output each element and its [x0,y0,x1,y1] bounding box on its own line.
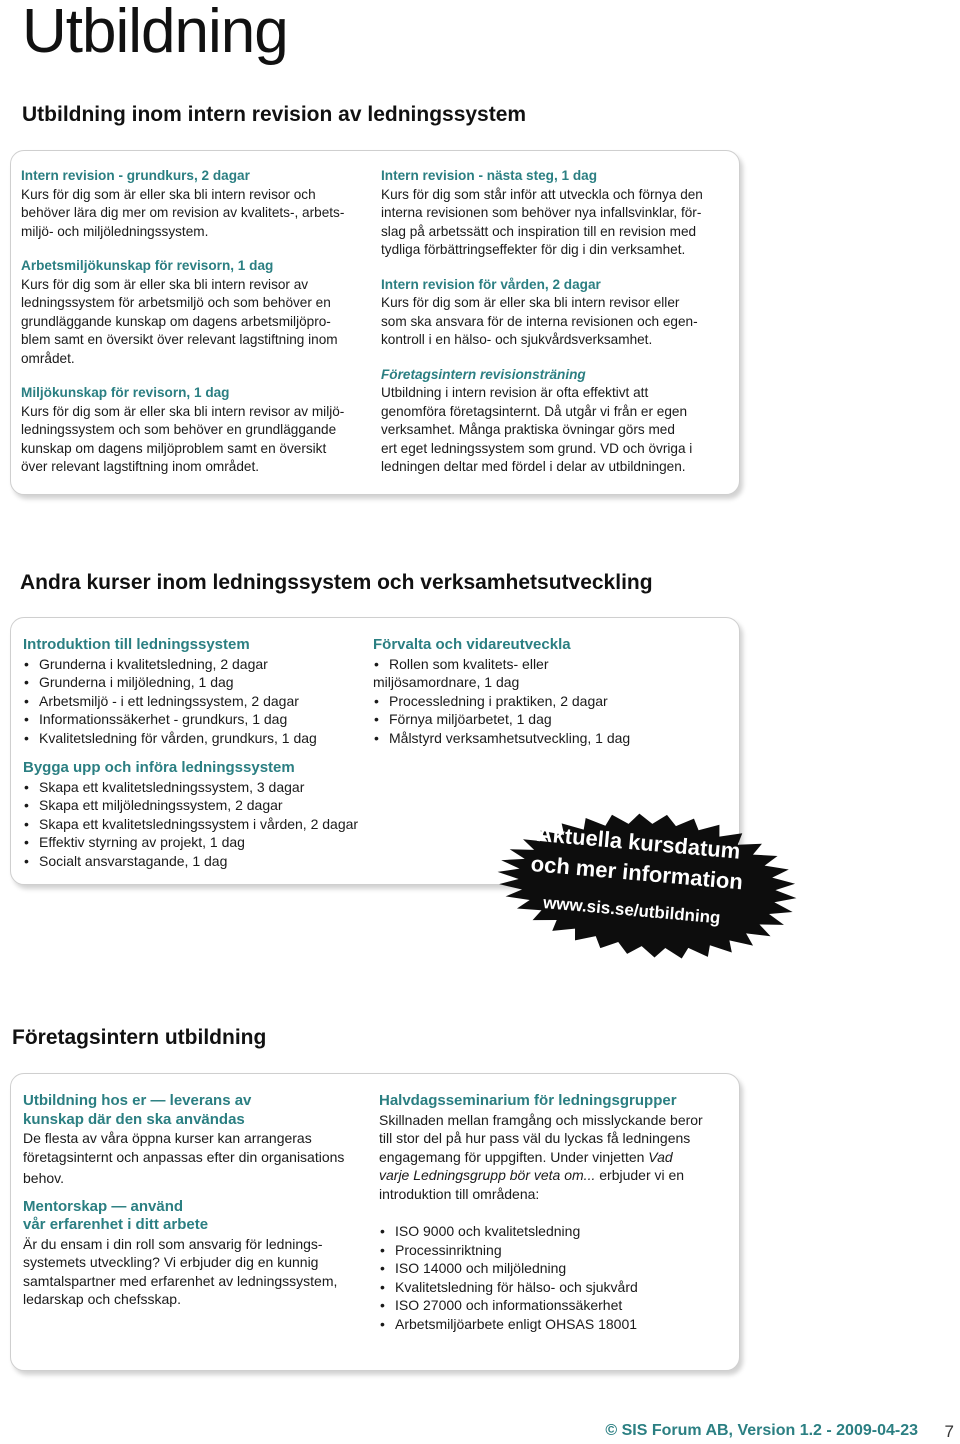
offer-text: ledarskap och chefsskap. [23,1291,181,1307]
topic-list [379,1222,729,1333]
develop-course-group [373,636,703,747]
internal-audit-left-column [21,167,366,477]
course-text: över relevant lagstiftning inom området. [21,459,260,474]
offer-text: Är du ensam i din roll som ansvarig för lednings- [23,1235,323,1252]
list-item: • ISO 14000 och miljöledning [379,1259,729,1278]
course-text: miljö- och miljöledningssystem. [21,223,209,239]
vignette-italic-a: Vad [648,1148,673,1165]
offer-text: behov. [23,1170,64,1186]
course-title: Miljökunskap för revisorn, 1 dag [21,385,230,400]
list-item: • Arbetsmiljö - i ett ledningssystem, 2 dagar [23,692,368,711]
list-item: • Rollen som kvalitets- eller [373,655,703,674]
in-house-right-column [379,1092,729,1333]
list-item: • Förnya miljöarbetet, 1 dag [373,710,703,729]
list-item: • Processledning i praktiken, 2 dagar [373,692,703,711]
course-text: Kurs för dig som är eller ska bli intern revisor av miljö- [21,403,345,419]
list-item: • Grunderna i miljöledning, 1 dag [23,673,368,692]
list-item: • Målstyrd verksamhetsutveckling, 1 dag [373,729,703,748]
course-text: som ska ansvara för de interna revisionen och egen- [381,313,698,329]
offer-title: vår erfarenhet i ditt arbete [23,1216,209,1233]
course-list [23,655,368,748]
course-text: Kurs för dig som är eller ska bli intern revisor av [21,276,309,292]
course-text: ert eget ledningssystem som grund. VD och övriga i [381,440,693,456]
footer-copyright: © SIS Forum AB, Version 1.2 - 2009-04-23 [605,1422,918,1439]
section-heading-other-courses: Andra kurser inom ledningssystem och verksamhetsutveckling [20,571,653,594]
course-text: ledningssystem för arbetsmiljö och som behöver en [21,295,331,310]
list-item: • Effektiv styrning av projekt, 1 dag [23,833,368,852]
section-heading-in-house: Företagsintern utbildning [12,1026,267,1049]
course-title: Intern revision - nästa steg, 1 dag [381,168,598,183]
list-item: • Kvalitetsledning för hälso- och sjukvård [379,1278,729,1297]
offer-text: företagsinternt och anpassas efter din organisations [23,1148,345,1165]
course-text: området. [21,350,75,366]
list-item: • Grunderna i kvalitetsledning, 2 dagar [23,655,368,674]
offer-text [379,1148,729,1167]
course-dates-stamp[interactable] [492,785,802,985]
group-title: Förvalta och vidareutveckla [373,636,571,653]
course-text: Kurs för dig som är eller ska bli intern revisor eller [381,295,680,310]
list-item: • ISO 9000 och kvalitetsledning [379,1222,729,1241]
offer-text-part: erbjuder vi en [595,1167,685,1183]
offer-title: Halvdagsseminarium för ledningsgrupper [379,1092,677,1109]
course-title: Arbetsmiljökunskap för revisorn, 1 dag [21,258,274,273]
course-text: verksamhet. Många praktiska övningar görs med [381,422,675,437]
stamp-url-link[interactable]: www.sis.se/utbildning [542,893,722,928]
list-item: • Kvalitetsledning för vården, grundkurs, 1 dag [23,729,368,748]
page-number: 7 [944,1422,954,1441]
list-item: • Processinriktning [379,1241,729,1260]
course-text: interna revisionen som behöver nya infallsvinklar, för- [381,205,702,220]
course-text: grundläggande kunskap om dagens arbetsmiljöpro- [21,313,331,329]
page-title: Utbildning [22,0,288,66]
course-title: Intern revision för vården, 2 dagar [381,276,601,292]
group-title: Bygga upp och införa ledningssystem [23,759,295,776]
intro-course-group [23,636,368,870]
course-list [23,778,368,871]
course-title: Intern revision - grundkurs, 2 dagar [21,168,250,183]
offer-text: introduktion till områdena: [379,1185,540,1202]
course-text: Kurs för dig som är eller ska bli intern revisor och [21,186,316,202]
course-text: blem samt en översikt över relevant lagstiftning inom [21,332,338,347]
course-list [373,692,703,748]
internal-audit-right-column [381,167,731,477]
list-item: • ISO 27000 och informationssäkerhet [379,1296,729,1315]
list-item: • Arbetsmiljöarbete enligt OHSAS 18001 [379,1315,729,1334]
group-title: Introduktion till ledningssystem [23,636,250,653]
course-text: ledningssystem och som behöver en grundläggande [21,422,337,437]
list-item-continuation: miljösamordnare, 1 dag [373,674,520,690]
offer-text: Skillnaden mellan framgång och misslyckande beror [379,1111,703,1128]
course-text: Kurs för dig som står inför att utveckla och förnya den [381,186,703,202]
offer-text: samtalspartner med erfarenhet av ledningssystem, [23,1272,338,1289]
course-title: Företagsintern revisionsträning [381,366,586,382]
vignette-italic-b: varje Ledningsgrupp bör veta om... [379,1167,596,1183]
course-text: slag på arbetssätt och inspiration till en revision med [381,223,697,239]
course-text: genomföra företagsinternt. Då utgår vi från er egen [381,403,688,419]
offer-title: Mentorskap — använd [23,1197,184,1215]
offer-text: systemets utveckling? Vi erbjuder dig en kunnig [23,1254,319,1270]
offer-text-part: engagemang för uppgiften. Under vinjetten [379,1148,645,1165]
course-text: tydliga förbättringseffekter för dig i din verksamhet. [381,242,686,257]
offer-text: till stor del på hur pass väl du lyckas få ledningens [379,1130,691,1146]
course-text: Utbildning i intern revision är ofta effektivt att [381,385,649,400]
stamp-line-2: och mer information [529,851,744,895]
course-text: ledningen deltar med fördel i delar av utbildningen. [381,459,686,474]
list-item: • Skapa ett kvalitetsledningssystem i vården, 2 dagar [23,815,368,834]
offer-title: Utbildning hos er — leverans av [23,1092,252,1109]
offer-text [379,1166,729,1185]
list-item: • Informationssäkerhet - grundkurs, 1 dag [23,710,368,729]
section-heading-internal-audit: Utbildning inom intern revision av ledningssystem [22,103,527,126]
list-item: • Socialt ansvarstagande, 1 dag [23,852,368,871]
course-list [373,655,703,674]
course-text: kontroll i en hälso- och sjukvårdsverksamhet. [381,332,653,347]
course-text: behöver lära dig mer om revision av kvalitets-, arbets- [21,205,345,220]
in-house-left-column [23,1092,363,1309]
stamp-line-1: Aktuella kursdatum [535,821,742,864]
offer-text: De flesta av våra öppna kurser kan arrangeras [23,1130,312,1146]
course-text: kunskap om dagens miljöproblem samt en översikt [21,440,327,456]
list-item: • Skapa ett miljöledningssystem, 2 dagar [23,796,368,815]
list-item: • Skapa ett kvalitetsledningssystem, 3 dagar [23,778,368,797]
offer-title: kunskap där den ska användas [23,1110,245,1128]
